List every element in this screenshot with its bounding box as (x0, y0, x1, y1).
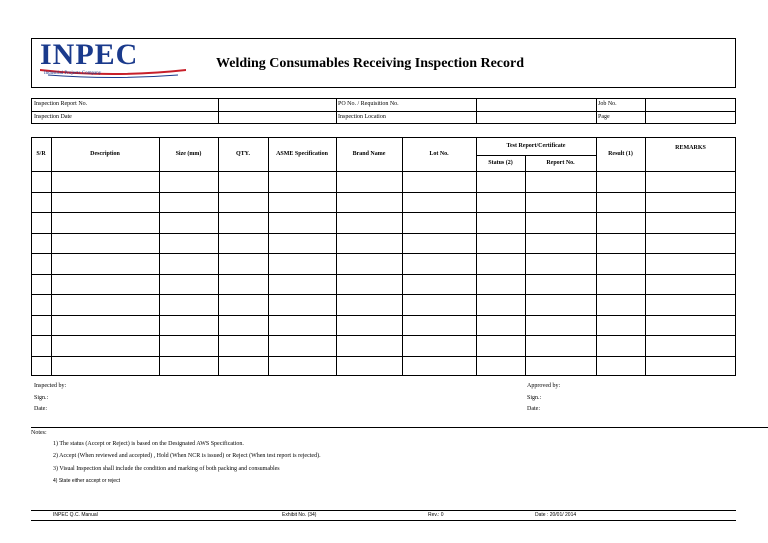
job-no-label: Job No. (598, 101, 617, 107)
table-row (31, 315, 736, 316)
header-sr: S/R (36, 151, 46, 157)
note-item: 2) Accept (When reviewed and accepted) , Hold (When NCR is issued) or Reject (When test report is rejected). (53, 453, 321, 459)
inspected-sign-label: Sign.: (34, 395, 49, 401)
note-item: 1) The status (Accept or Reject) is based on the Designated AWS Specification. (53, 441, 244, 447)
inspected-date-label: Date: (34, 406, 47, 412)
table-row (31, 274, 736, 275)
note-item: 3) Visual Inspection shall include the condition and marking of both packing and consumables (53, 466, 280, 472)
header-qty: QTY. (236, 151, 250, 157)
footer-manual: INPEC Q.C. Manual (53, 512, 98, 518)
inspection-location-label: Inspection Location (338, 114, 386, 120)
table-row (31, 335, 736, 336)
table-row (31, 294, 736, 295)
logo-name: INPEC (40, 38, 139, 71)
footer-rev: Rev.: 0 (428, 512, 444, 518)
header-result: Result (1) (608, 151, 633, 157)
table-row (31, 212, 736, 213)
notes-title: Notes: (31, 430, 47, 436)
header-brand-name: Brand Name (352, 151, 386, 157)
company-logo (38, 38, 188, 82)
approved-date-label: Date: (527, 406, 540, 412)
consumables-table (31, 137, 736, 376)
page-label: Page (598, 114, 610, 120)
po-requisition-label: PO No. / Requisition No. (338, 101, 399, 107)
logo-subtitle: Industrial Projects Company (44, 71, 102, 76)
approved-sign-label: Sign.: (527, 395, 542, 401)
inspected-by-label: Inspected by: (34, 383, 67, 389)
inspection-report-no-label: Inspection Report No. (34, 101, 88, 107)
table-row (31, 356, 736, 357)
note-item: 4) State either accept or reject (53, 478, 120, 484)
header-lot-no: Lot No. (429, 151, 449, 157)
header-remarks: REMARKS (675, 145, 706, 151)
header-asme-spec: ASME Specification (276, 151, 328, 157)
table-row (31, 253, 736, 254)
header-size: Size (mm) (175, 151, 202, 157)
document-title: Welding Consumables Receiving Inspection Record (216, 56, 525, 71)
header-description: Description (90, 151, 120, 157)
footer-exhibit: Exhibit No. (34) (282, 512, 317, 518)
header-report-no: Report No. (546, 160, 575, 166)
header-status: Status (2) (488, 160, 513, 166)
footer-date: Date : 20/01/ 2014 (535, 512, 577, 518)
approved-by-label: Approved by: (527, 383, 561, 389)
table-row (31, 233, 736, 234)
header-test-report-group: Test Report/Certificate (506, 143, 566, 149)
table-row (31, 192, 736, 193)
inspection-date-label: Inspection Date (34, 114, 72, 120)
